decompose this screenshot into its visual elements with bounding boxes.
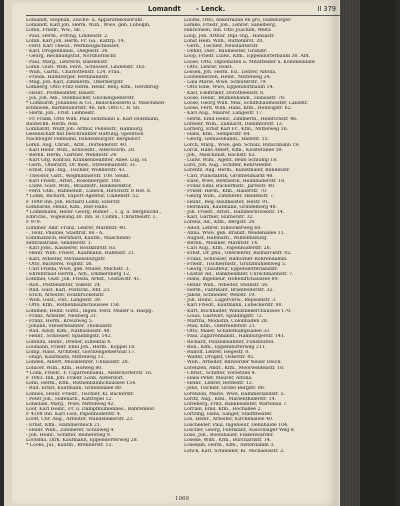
directory-entry: * Lombardt, Johannes & Co., Bauschlosserei u. Maschinen- xyxy=(26,101,166,106)
directory-entry: - Paul, Marg., Lehrerin, Bliedenstr. xyxy=(26,59,109,65)
directory-entry: - Karl, Arbeiter, Michaelisburgstr. xyxy=(26,256,106,262)
directory-page xyxy=(12,0,338,506)
directory-entry: Lonn, Herm., Kfm., Rothenbaumchaussee 154. xyxy=(26,381,137,387)
directory-entry: - Erich, Arbeiter, Holzbrückenstr. xyxy=(26,292,105,298)
directory-entry: - Heinr. Wilh., Arbeiter, Steinstr. 56. xyxy=(184,282,269,288)
directory-entry: Lorberg, Ernst Karl Fr., Kfm., Mittelweg 16. xyxy=(184,126,289,132)
directory-entry: - Ehrentraud Herrm., Arb., Emmersberg 12. xyxy=(26,272,131,278)
directory-entry: Loop, Friedr. Ludw., Kfm., Eppendorferbaum 30. Abt. xyxy=(184,54,311,60)
directory-entry: Lomnitz, Heinr., Dreher, Eilbektal 4. xyxy=(26,339,112,345)
directory-entry: Loose, Heinr., Blumenhandl., Hansastr. 78. xyxy=(184,95,286,101)
directory-entry: - Wilh. Gust., Fbr., Langestr. 39. xyxy=(26,298,102,304)
header-rule xyxy=(26,15,340,16)
directory-entry: Lomandt, Karl Joh. Herm. Wilh., Wwe, geb. Lubolph, xyxy=(26,23,151,29)
directory-entry: Loof, Karl Heinr., Fr. u. Dampfmühlenbes., Bahrenfeld xyxy=(26,407,154,413)
directory-entry: Lomandt, Stephan, Zeichn- u. Apparatekonstrukt. xyxy=(26,18,144,23)
directory-entry: - Gerh., Tischler, Neustädterstr. xyxy=(184,43,259,49)
directory-entry: Los, Heinr., Arbeiter, Kirchenallee 40. xyxy=(184,417,274,423)
directory-entry: - Joh. Heinr., Schiffer, Reiherstieg 9. xyxy=(26,433,112,438)
directory-entry: - Karl, Drogenhandl., Diegelstr. 34. xyxy=(26,49,109,55)
directory-entry: - Rud. Adolf, Kfm., Nathusiusstr. 48. xyxy=(26,329,111,335)
directory-entry: Lorenzen, Andr., Kfm., Moorweidenstr. 18. xyxy=(184,365,285,371)
directory-entry: - Karl Heinr. Wilh., Schlossflt., Altersvorm. 20. xyxy=(26,147,136,153)
directory-entry: - Georg, Chauffeur, Eppendorferlandstr. xyxy=(184,267,279,272)
directory-entry: Lorrain, Emil, Kfm., Hochallee 2. xyxy=(184,407,262,413)
directory-entry: - Hermann, Kaufmann, Grindelberg 48. xyxy=(184,204,277,210)
directory-entry: - Heinr., Lehrer, Rothestr. 12. xyxy=(184,381,254,387)
directory-entry: - Ludw. Wilh., Agent, Beim Schlump 18. xyxy=(184,158,278,164)
directory-entry: * Lonk, Friedr., F. Cigarrenhandl., Alsterdorferstr. 16. xyxy=(26,370,153,376)
directory-entry: Hinrichsen, Inh. Otto Joachim, Weita xyxy=(184,28,271,34)
directory-entry: Looms, Otto, Ankermann en gro, Hamburger- xyxy=(184,18,292,23)
directory-entry: - Kurt, Buchhalter, Wandsbekerchaussee 170. xyxy=(184,308,292,314)
directory-entry: - Wilh., Gärtn., Charlottenstr. 124. Frau. xyxy=(26,69,121,75)
directory-entry: Lorck, Hans Albert, Kfm., Klosterallee 59. xyxy=(184,147,283,153)
directory-entry: - Karl Aug., Maurer, Langestr. 17. xyxy=(184,111,264,117)
directory-entry: F 979. xyxy=(26,220,42,226)
directory-entry: - Franz Emil, Bäckermstr., Jarrestr. 40. xyxy=(184,184,276,189)
directory-entry: - Frieda. Hamburger, Ferdinandstr. xyxy=(26,75,109,81)
running-header xyxy=(28,5,340,15)
directory-entry: - Franz, Arbeiter, Neuberg 21. xyxy=(26,313,98,319)
directory-entry: Lomberg, Otto Fritz Herm. Heinr. Benj. Kfm., Herdbrug- xyxy=(26,85,160,91)
directory-entry: Lomb. Aug. Christ., Arbt., Dörfelderstr. 40. xyxy=(26,142,128,148)
directory-entry: - Georg, Rechnungsrat, Nordhornschr. xyxy=(26,54,117,60)
directory-entry: Loomann, Friedr. Emil Joh., Herm., Koppel 18. xyxy=(26,344,136,350)
directory-entry: Bautechn. Herm. Rob. xyxy=(26,121,79,127)
directory-entry: Lömmer, Albr. Franz, Lehrer, Marktstr. 40. xyxy=(26,225,127,231)
directory-entry: Lossen, Joh. Herm. Ed., Lehrer, Altona. xyxy=(184,69,277,75)
directory-entry: - Friedr., Tischlermstr., Grützmühlenweg 5. xyxy=(184,261,287,267)
directory-entry: F 1083. Inh. Joh. Friedr. Lonk, Alsterdorf. xyxy=(26,375,124,381)
directory-entry: - Ludw. Gust. Wilh., Braumstr., Bankdirektor, xyxy=(26,184,132,189)
directory-entry: Lortzing, Hans, Sänger, Stadttheater. xyxy=(184,412,273,418)
directory-entry: - Dehnr, Dier., Baumeister, Grünstr. xyxy=(184,49,268,55)
directory-entry: - Hans, Ingenieur, Hoheluftchaussee 89. xyxy=(184,277,279,283)
directory-entry: - Jens, Tischler, Große Bergstr. 88. xyxy=(184,386,266,392)
directory-entry: - Peter Joh., Hafenarb., Kattrepel 12. xyxy=(26,396,113,402)
book-spread xyxy=(4,0,392,506)
directory-entry: Lorleberg, Fritz, Bankbeamter, Wartenau 7. xyxy=(184,401,288,407)
directory-entry: - August, Hafenarb., Wilhelmsburg. xyxy=(184,235,268,241)
directory-entry: Loose, Otto, Diplomaten u. Mitarbeiter u. Kommendant xyxy=(184,59,315,65)
directory-entry: - Karl Johs., Kassierer, Rostkfnrstr. 83. xyxy=(26,246,117,252)
directory-entry: - Otto, Lehrer, Holst. xyxy=(184,64,233,70)
directory-entry: - Heinr., Postbeamter, Baustr. xyxy=(26,90,96,96)
directory-entry: Lorenzon, Marie, Wwe, Hammerlandstr. 5. xyxy=(184,391,285,397)
directory-entry: - Wilh., Arbeiter, Billwerder Neuer Deich. xyxy=(184,360,282,366)
directory-entry: Lonnes, Heinr. Friedr., Tischler, Kl. Bäckerstr. xyxy=(26,391,135,397)
directory-entry: - Herm. Emil Heinr., Zimmerm., Heinrichstr. 46. xyxy=(184,116,298,122)
right-column xyxy=(184,18,338,488)
directory-entry: Lorch, Marg., Wwe, geb. Schulz, Rutschbahn 19. xyxy=(184,142,300,148)
directory-entry: Elbrichs., Vogelsang 30. Inh. H. Comm., Christbelstr. 1. xyxy=(26,215,157,221)
directory-entry: - Ernst, Dipl.-Ing., Tischler, Wohnerstr. 43. xyxy=(26,168,126,174)
directory-entry: schmiede, Barhlendorfstr. 46. Inh. Otto C. B. Sh. xyxy=(26,106,141,112)
header-first-name: Lomandt xyxy=(148,5,181,13)
directory-entry: - Gustav Ad., Bankbeamter, Curschmannstr. 7. xyxy=(184,272,294,278)
directory-entry: - Jos. Joh. Alb., Stellmacher, Glockengießerstr. xyxy=(26,95,135,101)
directory-entry: - Max, Kfm., Oderfelderstr. 21. xyxy=(184,324,257,330)
directory-entry: - Gerh., Oberarzt, Dr. med., Stresemannstr. 31. xyxy=(26,163,137,169)
directory-entry: - Karl, Elektriker, Dorotheenstr. 8. xyxy=(184,90,265,96)
directory-entry: Loseke, Wilh., Kfm., Burchardstr. 14. xyxy=(184,438,272,444)
directory-entry: Lonicer, Wilh., Kfm., Hofweg 80. xyxy=(26,365,103,371)
directory-entry: Lorenz, Ad., Kfm., Bergstr. 20. xyxy=(184,220,256,226)
directory-entry: Loscher, Georg, Fabrikant, Ausschläger Weg 8. xyxy=(184,427,296,433)
directory-entry: - Otto, Maler, Schäferkampsallee 33. xyxy=(184,329,271,335)
directory-entry: - Hugo, Kaufmann, Mittelweg 11. xyxy=(26,355,105,361)
directory-entry: Lommatzsch, Bernhard, Kaufm., Maschinen- xyxy=(26,235,132,241)
directory-entry: - Mag. Joh. Karl, Zimmerm., Oberbergstr. xyxy=(26,80,124,86)
directory-entry: - Carl Frieda, Wwe, geb. Müller, Milchstr. 3. xyxy=(26,267,130,272)
directory-entry: - Fr. Frank, Otto Wilh. Paul Holzmann u. Karl Holzmann, xyxy=(26,116,160,122)
directory-entry: - Karl Friedr., Kaufmann, Lübeckerstr. 90. xyxy=(184,303,283,309)
directory-entry: - Hans Peter, Maurer, Altona. xyxy=(184,375,253,381)
directory-entry: - Lina Marie, Wwe, Schlüterstr. 79. xyxy=(184,80,267,86)
directory-entry: - Martha, Modistin, Colonnaden 28. xyxy=(184,318,269,324)
directory-entry: Loose, Georg Wilh. Max, Schiffsbaumeister, Landstr. xyxy=(184,101,309,106)
directory-entry: - Carl Aug., Kfm., Papenhuderstr. 26. xyxy=(184,246,272,252)
directory-entry: - Otto Ellie, Wwe, Eppendorfbaum 14. xyxy=(184,85,274,91)
directory-entry: - Ferd. Gtlb., Rahmendr., Lübeck, Hirschstr. 8 Hof. 8. xyxy=(26,189,152,195)
directory-entry: Loritz, Aug., Kfm., Marienthalerstr. 14. xyxy=(184,396,277,402)
directory-entry: Lomb, Karl Joh. Herm. Fr. Ga., Kattrp. 14. xyxy=(26,38,126,44)
directory-entry: - Rud. Ernst, Kaufmann, Grindelallee 80. xyxy=(26,386,123,392)
directory-entry: - Richard, Polizeibeamter, Fuhlsbüttel. xyxy=(184,339,275,345)
directory-entry: - Heinr., Schlosser, Spaldingstr. 142. xyxy=(26,334,112,340)
directory-entry: Loose, Ferd. Wilh. Hans, Kfm., Heilwigstr. 62. xyxy=(184,106,293,112)
directory-entry: Lombarde, Heinz, Kim., Riet-Halls. xyxy=(26,204,109,210)
directory-entry: Lonsdale, Marg., Wwe, Mittelweg 42. xyxy=(26,401,115,407)
directory-entry: - Hans, Kfm., Semperstr. 64. xyxy=(184,132,251,138)
directory-entry: Looft, Chr. Aug., Arbeiter, Wandsbekerstr. 23. xyxy=(26,417,134,423)
directory-entry: - Louis, Gastwirt, Spaldingstr. 72. xyxy=(184,313,264,319)
directory-entry: * Lomb, Richard, Export-Agentur, Claßenstr. 52. xyxy=(26,194,140,200)
directory-entry: - Ernst, Dr. phil., Oberlehrer, Bismarckstr. 82. xyxy=(184,251,292,257)
directory-entry: Lohst Hein. Wilh., Büttenbrst. 20. xyxy=(184,38,264,44)
book-cover-edge xyxy=(360,0,396,506)
directory-entry: Loschelder, Paul, Ingenieur, Dehnhaide 104. xyxy=(184,422,289,428)
directory-entry: Lomb, Friedr., Ww., Sk. , xyxy=(26,28,85,34)
directory-entry: F 4108 Inh. Karl Loof, Papenhuderstr. 4. xyxy=(26,412,122,418)
directory-entry: Lombardt, Wulff Joh. Arthur, Pellenstr., Hamburg. xyxy=(26,126,144,132)
directory-entry: F 1040 Inh. Joh. Richard Lomb, Ellerstr. xyxy=(26,199,121,205)
directory-entry: - Herm., Fabrikant, Bramfelderstr. 32. xyxy=(184,287,274,293)
directory-entry: Lemke, Friedr. Joh., Lehrer, Sanelberg. xyxy=(184,23,277,29)
directory-entry: - Joh. Heinr., Lagerverw., Repsoldstr. 3. xyxy=(184,298,277,304)
directory-entry: Lorentz, Aug. Herm., Kunstmaler, Bundesstr. xyxy=(184,168,291,174)
directory-entry: - Heinr. Wilh., Zimmerer, Schulweg 4. xyxy=(26,427,115,433)
directory-entry: Lommel, Gust. Joh. Frieda, Arbst., Gustavstr. 41. xyxy=(26,277,141,283)
directory-entry: Gesellschaft mit beschränkter Haftung. Spedition xyxy=(26,132,144,138)
directory-entry: - Elise, Wwe, Rentnerin, Heimhuderstr. 18. xyxy=(184,178,286,184)
directory-entry: - Adolf, Lehrer, Eilbeckerweg 60. xyxy=(184,225,262,231)
directory-entry: - Otto, Kfm., Rothenbaumchaussee 158. xyxy=(26,303,121,309)
directory-entry: Lomb. Gust. Wilh. Ferd., Schlosser, Lindenstr. 165. xyxy=(26,64,146,70)
directory-entry: - Rud. Gust. Karl, Postschl., Bhf. 23. xyxy=(26,287,111,293)
directory-entry: * Lombmann, Heinr. Georg, Bühler ., 1. g. u. Bergbuchd., xyxy=(26,209,162,215)
directory-entry: * Looks, Jul., Kaufm., Brennerstr. 12. xyxy=(26,443,113,449)
directory-entry: - Ferd. Karl Theod., Werkzeugschlosser, xyxy=(26,43,120,49)
directory-entry: - Otto, Bäckerei, Vogtstr. 56. xyxy=(26,261,93,267)
directory-entry: zentralstraße, Sendlerstr. 1. xyxy=(26,241,93,247)
directory-entry: - Karl Friedr., Arbst., Rosenbergstr. 180. xyxy=(26,178,122,184)
directory-entry: Londen, Albert, Musiklehrer, Uhlandstr. 28. xyxy=(26,360,130,366)
directory-entry: Lose, Joh., Bootsbauer, Finkenwärder. xyxy=(184,433,274,438)
directory-entry: - Joh., Maschinist, Bachstr. 62. xyxy=(184,152,256,158)
directory-entry: - Karl, Gärtner, Hufnerstr. 32. xyxy=(184,215,254,221)
directory-entry: - Rudolf, Lehrer, Hegestr. 8. xyxy=(184,350,250,355)
directory-entry: - Joh. Friedr., Arbst., Hammerbrookstr. 14. xyxy=(184,209,285,215)
directory-entry: - Rob., Postbeamter, Volkstr. 24. xyxy=(26,282,102,288)
page-number-top: II 379 xyxy=(317,5,336,13)
directory-entry: - Theodor, Gatt., Wegmannerstr. 108. Senkt. xyxy=(26,173,131,179)
directory-entry: - Paul, Herm., Frfchg, Lindenstr. 2. xyxy=(26,33,109,39)
directory-entry: - Carl, Pianofabrik, Großneumarkt 48. xyxy=(184,173,274,179)
directory-entry: - Georg Wilh., Zimmerer, Heidenstr. 7. xyxy=(184,194,275,200)
directory-entry: Nachfolger Fellmann, Hindenburgstr. Bergedorf xyxy=(26,137,141,143)
directory-entry: Losekam, Herm., Kfm., Alsterdamm 3. xyxy=(184,443,275,449)
directory-entry: - Ernst, Kfm., Hammerdeich 21. xyxy=(26,422,102,428)
directory-entry: - Franz, Herm., Kreuzweg 5. xyxy=(26,318,94,324)
directory-entry: - Heinr. Wilh. Friedr., Kaufmann, Hafenstr. 31. xyxy=(26,251,136,257)
directory-entry: - Rob., Kfm., Eppendorferweg 211. xyxy=(184,344,267,350)
directory-entry: - Walter, Drogist, Osterstr. 45. xyxy=(184,355,255,361)
directory-entry: Lord, Joh. Aug., Schiffer, Kehrwieder. xyxy=(184,163,273,169)
directory-entry: - , Holz. Pauline, Stadtrat. 86 - A. xyxy=(26,230,104,236)
directory-entry: - Johann, Steuerbeamter, Thomasstr. xyxy=(26,324,113,330)
directory-entry: Lomp, Hans, Architekt, Glockengießerwall 17. xyxy=(26,350,136,355)
directory-entry: - Anna, Wwe, geb. Brandt, Weidenallee 11. xyxy=(184,230,286,236)
directory-entry: Lenck, Karl, Schneider, Kl. Michaelisstr. 2. xyxy=(184,448,285,454)
directory-entry: - Heinr., Reg.-Baumeister, Isestr. 91. xyxy=(184,199,270,205)
directory-entry: - Franz, Schlosser, Billhorner Röhrendamm. xyxy=(184,256,288,262)
directory-entry: - Bernh. Herm., Gärtner, Wendestr. 24. xyxy=(26,152,118,158)
directory-entry: - Jakob, Schneider, Wexstr. 19. xyxy=(184,292,256,298)
directory-entry: - Georg, Gemüsehändl., Hanfstr. 15. xyxy=(184,137,270,143)
header-last-name: - Lenck. xyxy=(196,5,226,13)
directory-entry: Lorbeer, Wilh., Zahnarzt, Dammtorstr. 12. xyxy=(184,121,284,127)
directory-entry: - Paul, Zigarrenhändl., Hamburgerstr. 141. xyxy=(184,334,286,340)
directory-entry: - Kurt Grg. Konrad, Krankenbeamter, Allee. Lug. H. xyxy=(26,158,148,164)
left-column xyxy=(26,18,180,488)
directory-entry: Lommen, Heinr. Gutts., Ingen. Ferd. Müller u. Haspg. xyxy=(26,308,153,314)
directory-entry: Lootsma, Dirk, Kaufmann, Eppendorferweg 28. xyxy=(26,438,139,444)
directory-entry: Loobennerzen, Heinr., Mittelweg 24. xyxy=(184,75,271,81)
directory-entry: - Christ., Schiffer, Vorsetzen 4. xyxy=(184,370,257,376)
directory-entry: - Bernh., Musiker, Marktstr. 14. xyxy=(184,241,259,247)
directory-entry: - Herm. Joh., Frist. Lemnestr. xyxy=(26,111,96,117)
directory-entry: Loop, Joh. Arthur, Dipl.-Ing., Hansastr. xyxy=(184,33,275,39)
page-footer-number: 1069 xyxy=(175,496,189,502)
directory-entry: - Friedr. Herm., Kfm., Hallerstr. 70. xyxy=(184,189,268,195)
